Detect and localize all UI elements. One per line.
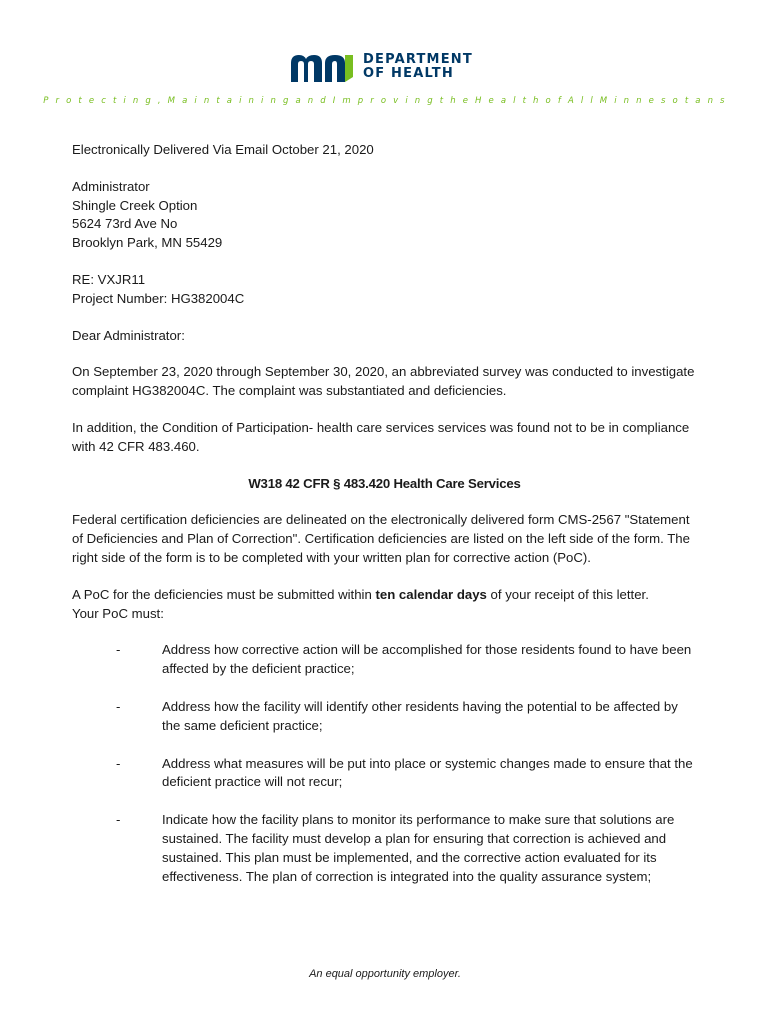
poc-text-before: A PoC for the deficiencies must be submitted within (72, 586, 376, 602)
list-item (72, 811, 697, 886)
list-item-text: Address how the facility will identify other residents having the potential to be affected by the same deficient practice; (162, 698, 678, 733)
list-dash: - (116, 698, 121, 714)
delivery-line: Electronically Delivered Via Email October 21, 2020 (72, 142, 374, 157)
poc-must-line: Your PoC must: (72, 605, 164, 621)
salutation: Dear Administrator: (72, 327, 185, 343)
list-item (72, 641, 697, 679)
list-item (72, 698, 697, 736)
poc-text-after: of your receipt of this letter. (486, 586, 649, 602)
address-line: 5624 73rd Ave No (72, 216, 178, 232)
mn-logo-icon (289, 51, 355, 83)
address-line: Brooklyn Park, MN 55429 (72, 235, 223, 251)
address-line: Shingle Creek Option (72, 197, 198, 213)
list-item-text: Address how corrective action will be accomplished for those residents found to have been affected by the deficient practice; (162, 642, 692, 677)
list-item-text: Address what measures will be put into place or systemic changes made to ensure that the deficient practice will not recur; (162, 755, 693, 790)
logo-wordmark (363, 53, 473, 81)
list-item-text: Indicate how the facility plans to monitor its performance to make sure that solutions are sustained. The facility must develop a plan for ensuring that correction is achieved and sustained. This plan must be implemented, and the corrective action evaluated for its effectiveness. The plan of correction is integrated into the quality assurance system; (162, 812, 675, 884)
list-dash: - (116, 642, 121, 658)
poc-paragraph (72, 586, 697, 624)
address-line: Administrator (72, 178, 150, 194)
condition-paragraph: In addition, the Condition of Participation- health care services services was found not to be in compliance with 42 CFR 483.460. (72, 419, 690, 454)
logo-line-department: DEPARTMENT (363, 52, 473, 67)
footer-equal-opportunity: An equal opportunity employer. (309, 968, 461, 980)
certification-paragraph: Federal certification deficiencies are delineated on the electronically delivered form CMS-2567 "Statement of Deficiencies and Plan of Correction". Certification deficiencies are listed on the left side of the form. The right side of the form is to be completed with your written plan for corrective action (PoC). (72, 512, 690, 565)
list-dash: - (116, 755, 121, 771)
list-item (72, 755, 697, 793)
tagline: P r o t e c t i n g , M a i n t a i n i n g a n d I m p r o v i n g t h e H e a l t h o f A l l M i n n e s o t a n s (43, 96, 727, 106)
poc-deadline-emphasis: ten calendar days (375, 586, 487, 602)
deficiency-heading: W318 42 CFR § 483.420 Health Care Services (248, 475, 521, 491)
list-dash: - (116, 812, 121, 828)
survey-paragraph: On September 23, 2020 through September 30, 2020, an abbreviated survey was conducted to investigate complaint HG382004C. The complaint was substantiated and deficiencies. (72, 364, 695, 399)
recipient-address (72, 178, 697, 253)
reference-block (72, 271, 697, 309)
logo-line-of-health: OF HEALTH (363, 66, 454, 81)
mdh-logo (289, 50, 489, 84)
letter-body (72, 141, 697, 905)
project-number-line: Project Number: HG382004C (72, 290, 245, 306)
re-line: RE: VXJR11 (72, 271, 146, 287)
